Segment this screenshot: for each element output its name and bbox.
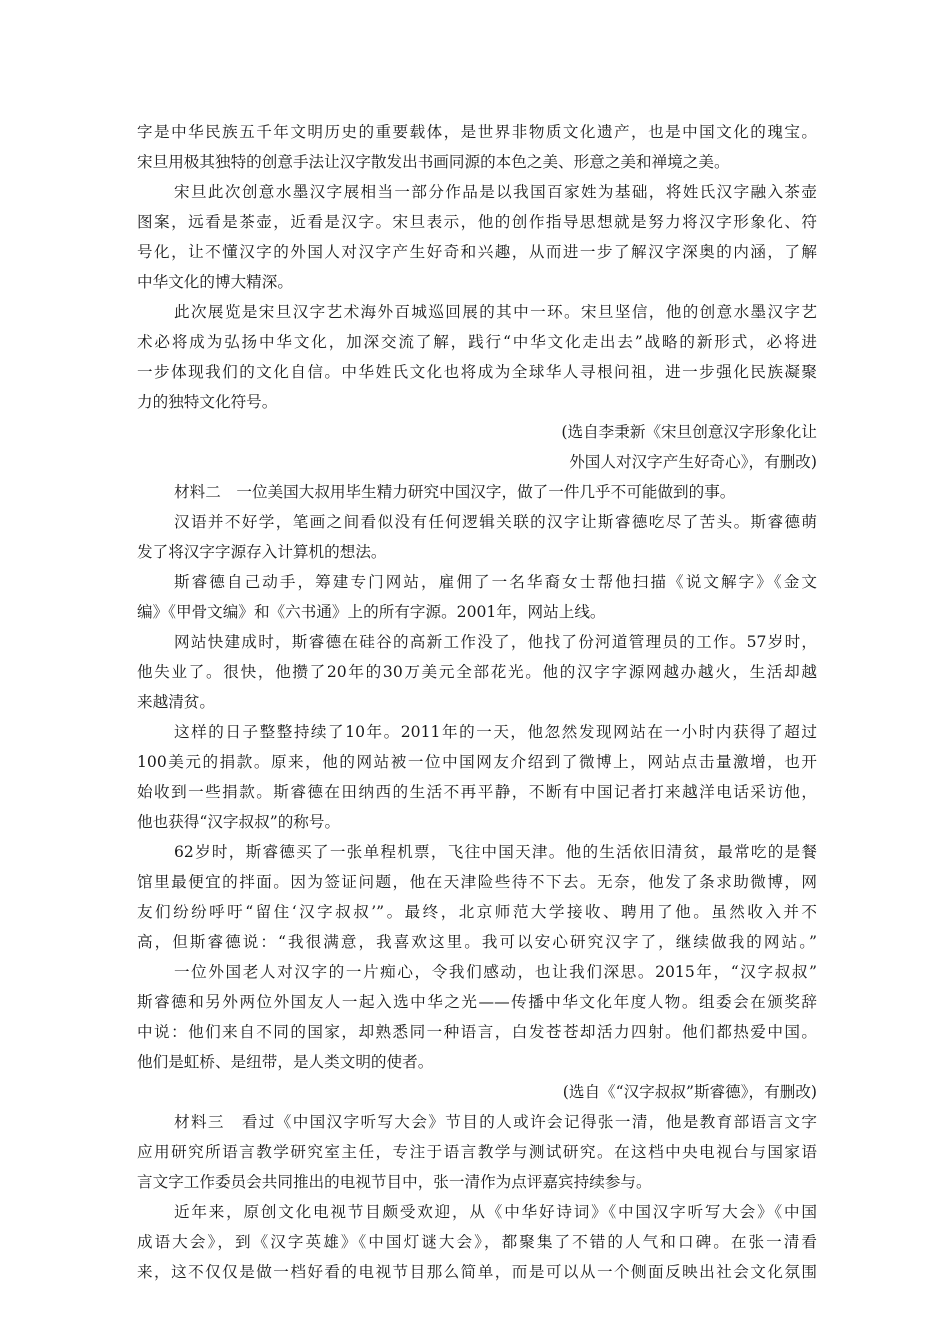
text-line: 近年来，原创文化电视节目颇受欢迎，从《中华好诗词》《中国汉字听写大会》《中国 xyxy=(174,1203,817,1221)
text-line: 一步体现我们的文化自信。中华姓氏文化也将成为全球华人寻根问祖，进一步强化民族凝聚 xyxy=(137,363,817,381)
source-citation: 外国人对汉字产生好奇心》，有删改) xyxy=(569,453,817,471)
text-line: 62岁时，斯睿德买了一张单程机票，飞往中国天津。他的生活依旧清贫，最常吃的是餐 xyxy=(174,843,817,861)
text-line: 馆里最便宜的拌面。因为签证问题，他在天津险些待不下去。无奈，他发了条求助微博，网 xyxy=(137,873,817,891)
text-line: 此次展览是宋旦汉字艺术海外百城巡回展的其中一环。宋旦坚信，他的创意水墨汉字艺 xyxy=(174,303,817,321)
text-line: 成语大会》，到《汉字英雄》《中国灯谜大会》，都聚集了不错的人气和口碑。在张一清看 xyxy=(137,1233,817,1251)
text-line: 斯睿德自己动手，筹建专门网站，雇佣了一名华裔女士帮他扫描《说文解字》《金文 xyxy=(174,573,817,591)
text-line: 汉语并不好学，笔画之间看似没有任何逻辑关联的汉字让斯睿德吃尽了苦头。斯睿德萌 xyxy=(174,513,817,531)
source-citation: (选自李秉新《宋旦创意汉字形象化让 xyxy=(561,423,817,441)
text-line: 他们是虹桥、是纽带，是人类文明的使者。 xyxy=(137,1053,434,1071)
text-line: 他也获得“汉字叔叔”的称号。 xyxy=(137,813,341,831)
text-line: 发了将汉字字源存入计算机的想法。 xyxy=(137,543,387,561)
text-line: 他失业了。很快，他攒了20年的30万美元全部花光。他的汉字字源网越办越火，生活却越 xyxy=(137,663,817,681)
text-line: 中说：他们来自不同的国家，却熟悉同一种语言，白发苍苍却活力四射。他们都热爱中国。 xyxy=(137,1023,817,1041)
text-line: 友们纷纷呼吁“留住‘汉字叔叔’”。最终，北京师范大学接收、聘用了他。虽然收入并不 xyxy=(137,903,817,921)
text-line: 编》《甲骨文编》和《六书通》上的所有字源。2001年，网站上线。 xyxy=(137,603,606,621)
text-line: 始收到一些捐款。斯睿德在田纳西的生活不再平静，不断有中国记者打来越洋电话采访他， xyxy=(137,783,817,801)
text-line: 100美元的捐款。原来，他的网站被一位中国网友介绍到了微博上，网站点击量激增，也开 xyxy=(137,753,817,771)
text-line: 力的独特文化符号。 xyxy=(137,393,278,411)
text-line: 一位外国老人对汉字的一片痴心，令我们感动，也让我们深思。2015年，“汉字叔叔” xyxy=(174,963,817,981)
text-line: 号化，让不懂汉字的外国人对汉字产生好奇和兴趣，从而进一步了解汉字深奥的内涵，了解 xyxy=(137,243,817,261)
material-heading: 材料二 一位美国大叔用毕生精力研究中国汉字，做了一件几乎不可能做到的事。 xyxy=(174,483,736,501)
text-line: 图案，远看是茶壶，近看是汉字。宋旦表示，他的创作指导思想就是努力将汉字形象化、符 xyxy=(137,213,817,231)
text-line: 字是中华民族五千年文明历史的重要载体，是世界非物质文化遗产，也是中国文化的瑰宝。 xyxy=(137,123,817,141)
text-line: 言文字工作委员会共同推出的电视节目中，张一清作为点评嘉宾持续参与。 xyxy=(137,1173,652,1191)
text-line: 高，但斯睿德说：“我很满意，我喜欢这里。我可以安心研究汉字了，继续做我的网站。” xyxy=(137,933,817,951)
text-line: 中华文化的博大精深。 xyxy=(137,273,293,291)
text-line: 这样的日子整整持续了10年。2011年的一天，他忽然发现网站在一小时内获得了超过 xyxy=(174,723,817,741)
text-line: 应用研究所语言教学研究室主任，专注于语言教学与测试研究。在这档中央电视台与国家语 xyxy=(137,1143,817,1161)
text-line: 网站快建成时，斯睿德在硅谷的高新工作没了，他找了份河道管理员的工作。57岁时， xyxy=(174,633,817,651)
source-citation: (选自《“汉字叔叔”斯睿德》，有删改) xyxy=(562,1083,817,1101)
text-line: 来越清贫。 xyxy=(137,693,215,711)
text-line: 宋旦此次创意水墨汉字展相当一部分作品是以我国百家姓为基础，将姓氏汉字融入茶壶 xyxy=(174,183,817,201)
material-heading: 材料三 看过《中国汉字听写大会》节目的人或许会记得张一清，他是教育部语言文字 xyxy=(174,1113,817,1131)
text-line: 来，这不仅仅是做一档好看的电视节目那么简单，而是可以从一个侧面反映出社会文化氛围 xyxy=(137,1263,817,1281)
text-line: 宋旦用极其独特的创意手法让汉字散发出书画同源的本色之美、形意之美和禅境之美。 xyxy=(137,153,730,171)
text-line: 斯睿德和另外两位外国友人一起入选中华之光——传播中华文化年度人物。组委会在颁奖辞 xyxy=(137,993,817,1011)
text-line: 术必将成为弘扬中华文化，加深交流了解，践行“中华文化走出去”战略的新形式，必将进 xyxy=(137,333,817,351)
